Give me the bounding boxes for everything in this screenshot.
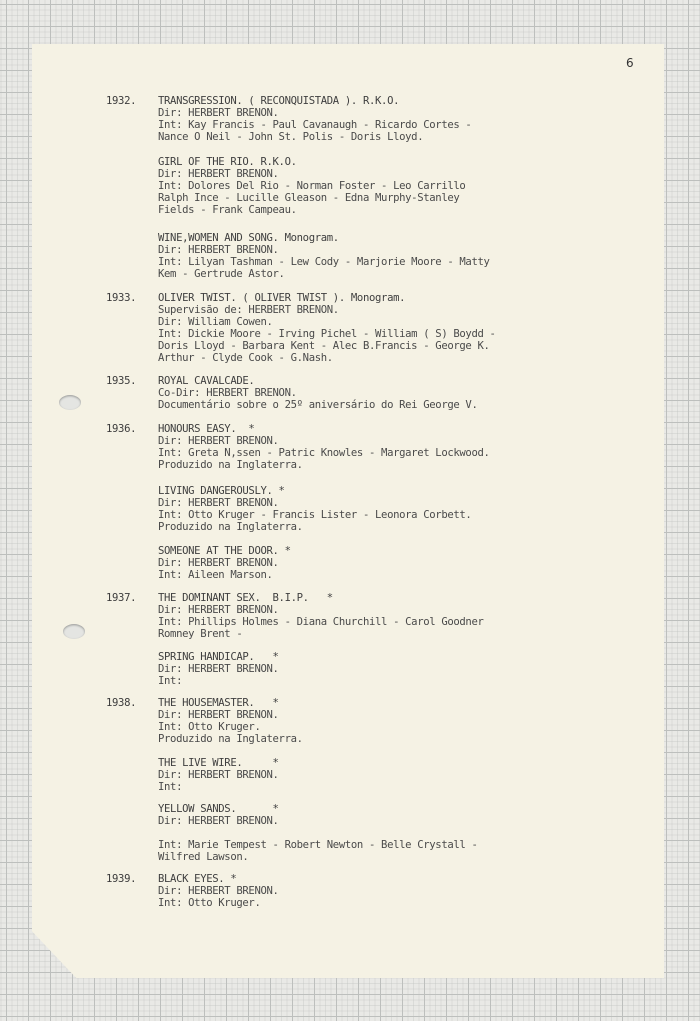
film-detail-line: Dir: HERBERT BRENON.: [158, 435, 279, 448]
film-detail-line: Dir: HERBERT BRENON.: [158, 497, 279, 510]
film-entry: [158, 292, 618, 365]
film-detail-line: Supervisão de: HERBERT BRENON.: [158, 304, 339, 317]
film-entry: [158, 156, 618, 216]
film-detail-line: Dir: HERBERT BRENON.: [158, 168, 279, 181]
film-detail-line: Int: Marie Tempest - Robert Newton - Belle Crystall -: [158, 839, 478, 852]
film-detail-line: Int: Otto Kruger.: [158, 897, 261, 910]
film-detail-line: Produzido na Inglaterra.: [158, 733, 303, 746]
film-detail-line: Co-Dir: HERBERT BRENON.: [158, 387, 297, 400]
film-detail-line: Int: Phillips Holmes - Diana Churchill - Carol Goodner: [158, 616, 484, 629]
film-entry: [158, 95, 618, 143]
film-detail-line: Documentário sobre o 25º aniversário do Rei George V.: [158, 399, 478, 412]
entry-year: 1933.: [106, 292, 137, 304]
film-detail-line: Nance O Neil - John St. Polis - Doris Lloyd.: [158, 131, 424, 144]
entry-year: 1937.: [106, 592, 137, 604]
film-detail-line: Romney Brent -: [158, 628, 243, 641]
film-title: TRANSGRESSION. ( RECONQUISTADA ). R.K.O.: [158, 95, 400, 107]
film-detail-line: Produzido na Inglaterra.: [158, 459, 303, 472]
film-title: YELLOW SANDS. *: [158, 803, 279, 815]
film-entry: [158, 697, 618, 745]
film-detail-line: Dir: HERBERT BRENON.: [158, 885, 279, 898]
entry-year: 1935.: [106, 375, 137, 387]
film-detail-line: Int: Aileen Marson.: [158, 569, 273, 582]
film-detail-line: Dir: William Cowen.: [158, 316, 273, 329]
film-title: THE LIVE WIRE. *: [158, 757, 279, 769]
film-title: LIVING DANGEROUSLY. *: [158, 485, 285, 497]
film-detail-line: Arthur - Clyde Cook - G.Nash.: [158, 352, 333, 365]
film-title: THE HOUSEMASTER. *: [158, 697, 279, 709]
film-detail-line: Int: Otto Kruger.: [158, 721, 261, 734]
film-detail-line: Dir: HERBERT BRENON.: [158, 663, 279, 676]
film-detail-line: Dir: HERBERT BRENON.: [158, 604, 279, 617]
film-detail-line: Kem - Gertrude Astor.: [158, 268, 285, 281]
film-detail-line: Dir: HERBERT BRENON.: [158, 107, 279, 120]
film-detail-line: Int: Dickie Moore - Irving Pichel - William ( S) Boydd -: [158, 328, 496, 341]
film-title: SPRING HANDICAP. *: [158, 651, 279, 663]
film-entry: [158, 592, 618, 640]
film-title: HONOURS EASY. *: [158, 423, 255, 435]
film-title: GIRL OF THE RIO. R.K.O.: [158, 156, 297, 168]
film-entry: [158, 651, 618, 687]
film-title: WINE,WOMEN AND SONG. Monogram.: [158, 232, 339, 244]
entry-year: 1932.: [106, 95, 137, 107]
film-detail-line: Dir: HERBERT BRENON.: [158, 815, 279, 828]
film-entry: [158, 232, 618, 280]
film-detail-line: Doris Lloyd - Barbara Kent - Alec B.Francis - George K.: [158, 340, 490, 353]
film-entry: [158, 485, 618, 533]
film-title: OLIVER TWIST. ( OLIVER TWIST ). Monogram.: [158, 292, 406, 304]
film-detail-line: Dir: HERBERT BRENON.: [158, 244, 279, 257]
film-detail-line: Produzido na Inglaterra.: [158, 521, 303, 534]
film-detail-line: [158, 827, 618, 839]
film-detail-line: Int: Otto Kruger - Francis Lister - Leonora Corbett.: [158, 509, 472, 522]
film-entry: [158, 757, 618, 793]
film-entry: [158, 545, 618, 581]
film-title: THE DOMINANT SEX. B.I.P. *: [158, 592, 333, 604]
punch-hole: [59, 395, 81, 410]
film-detail-line: Dir: HERBERT BRENON.: [158, 557, 279, 570]
film-detail-line: Int:: [158, 675, 183, 688]
film-detail-line: Dir: HERBERT BRENON.: [158, 709, 279, 722]
film-detail-line: Int: Lilyan Tashman - Lew Cody - Marjorie Moore - Matty: [158, 256, 490, 269]
film-detail-line: Fields - Frank Campeau.: [158, 204, 297, 217]
film-detail-line: Int:: [158, 781, 183, 794]
film-title: SOMEONE AT THE DOOR. *: [158, 545, 291, 557]
entry-year: 1939.: [106, 873, 137, 885]
entry-year: 1938.: [106, 697, 137, 709]
film-entry: [158, 803, 618, 863]
film-entry: [158, 423, 618, 471]
film-title: BLACK EYES. *: [158, 873, 237, 885]
film-detail-line: Int: Dolores Del Rio - Norman Foster - Leo Carrillo: [158, 180, 466, 193]
film-entry: [158, 375, 618, 411]
film-detail-line: Wilfred Lawson.: [158, 851, 249, 864]
film-detail-line: Int: Greta N,ssen - Patric Knowles - Margaret Lockwood.: [158, 447, 490, 460]
film-detail-line: Ralph Ince - Lucille Gleason - Edna Murphy-Stanley: [158, 192, 460, 205]
film-detail-line: Int: Kay Francis - Paul Cavanaugh - Ricardo Cortes -: [158, 119, 472, 132]
film-detail-line: Dir: HERBERT BRENON.: [158, 769, 279, 782]
page-number: 6: [626, 56, 634, 70]
entry-year: 1936.: [106, 423, 137, 435]
film-title: ROYAL CAVALCADE.: [158, 375, 255, 387]
punch-hole: [63, 624, 85, 639]
film-entry: [158, 873, 618, 909]
